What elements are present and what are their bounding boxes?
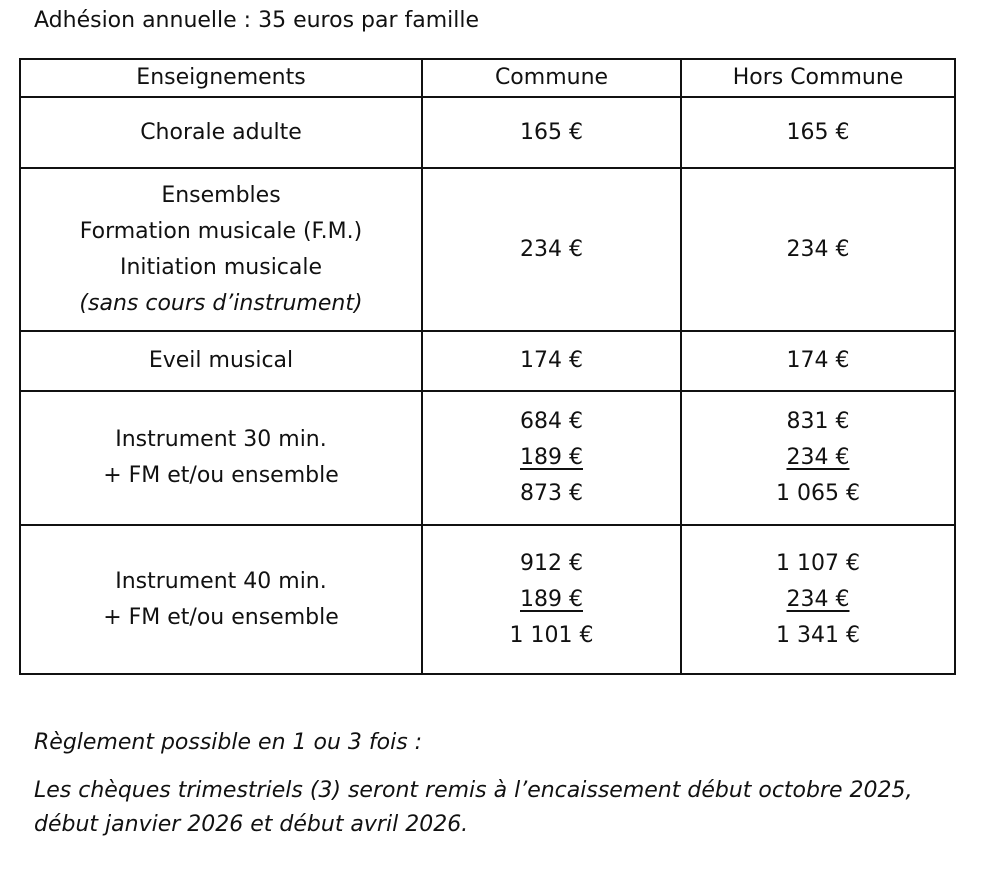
payment-options-text: Règlement possible en 1 ou 3 fois :: [34, 730, 423, 755]
price-value-addon: 234 €: [786, 445, 850, 470]
table-row: [20, 331, 955, 391]
price-total: 1 101 €: [509, 622, 594, 648]
price-value: 165 €: [520, 119, 583, 145]
price-commune: [422, 168, 681, 331]
price-hors-commune: [681, 168, 955, 331]
price-value-addon: 189 €: [520, 445, 583, 470]
price-value: 234 €: [520, 236, 583, 262]
payment-notes: [34, 730, 913, 842]
table-row: [20, 391, 955, 525]
header-hors-commune: Hors Commune: [681, 59, 955, 97]
cheque-schedule-text-continued: début janvier 2026 et début avril 2026.: [34, 812, 469, 837]
row-label: [20, 391, 422, 525]
price-value-addon: 234 €: [786, 586, 850, 612]
price-total: 873 €: [520, 481, 583, 506]
row-label: [20, 525, 422, 674]
price-value: 831 €: [786, 409, 850, 434]
label-line: Instrument 40 min.: [115, 568, 327, 594]
label-line: Ensembles: [161, 182, 281, 208]
price-value: 1 107 €: [776, 550, 860, 576]
price-value: 912 €: [520, 550, 583, 576]
price-commune: [422, 391, 681, 525]
header-enseignements: Enseignements: [20, 59, 422, 97]
cheque-schedule-text: Les chèques trimestriels (3) seront remis à l’encaissement début octobre 2025,: [34, 778, 913, 803]
table-row: [20, 168, 955, 331]
label-line: + FM et/ou ensemble: [103, 463, 339, 488]
price-value: 684 €: [520, 409, 583, 434]
price-hors-commune: [681, 331, 955, 391]
label-line: Eveil musical: [148, 348, 294, 373]
table-header-row: [20, 59, 955, 97]
price-hors-commune: [681, 97, 955, 168]
row-label: [20, 97, 422, 168]
price-hors-commune: [681, 391, 955, 525]
price-value: 165 €: [786, 119, 850, 145]
price-commune: [422, 525, 681, 674]
row-label: [20, 168, 422, 331]
price-hors-commune: [681, 525, 955, 674]
row-label: [20, 331, 422, 391]
table-row: [20, 97, 955, 168]
price-total: 1 065 €: [776, 481, 860, 506]
price-value-addon: 189 €: [520, 586, 583, 612]
price-commune: [422, 331, 681, 391]
annual-membership-text: Adhésion annuelle : 35 euros par famille: [34, 8, 480, 33]
label-line-note: (sans cours d’instrument): [79, 290, 363, 316]
label-line: Formation musicale (F.M.): [79, 218, 363, 244]
price-value: 174 €: [786, 348, 850, 373]
table-row: [20, 525, 955, 674]
label-line: + FM et/ou ensemble: [103, 604, 339, 630]
label-line: Chorale adulte: [140, 119, 302, 145]
label-line: Instrument 30 min.: [115, 427, 327, 452]
price-total: 1 341 €: [776, 622, 860, 648]
header-commune: Commune: [422, 59, 681, 97]
price-commune: [422, 97, 681, 168]
price-value: 174 €: [520, 348, 583, 373]
label-line: Initiation musicale: [119, 254, 323, 280]
pricing-table: [19, 58, 956, 675]
price-value: 234 €: [786, 236, 850, 262]
